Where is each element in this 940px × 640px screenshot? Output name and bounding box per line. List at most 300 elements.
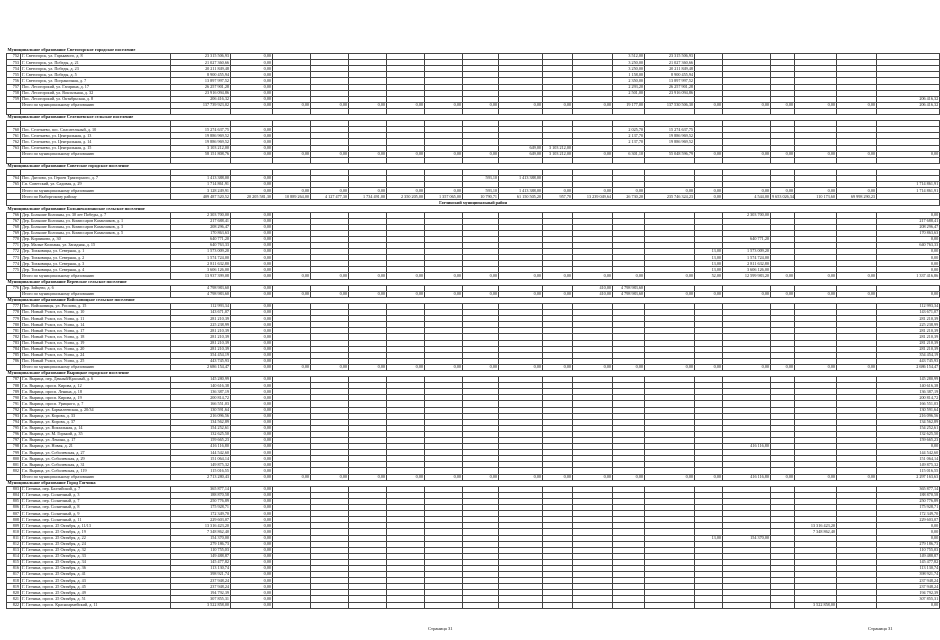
value-cell: 0,00 [543, 364, 573, 370]
value-cell: 0,00 [231, 334, 273, 340]
section-title: Муниципальное образование Вырицкое городское поселение [7, 370, 129, 376]
address-cell: Г.п. Вырица, просп. Кирова, д. 19 [21, 395, 171, 401]
address-cell: Дер. Тихковицы, ул. Северная, д. 4 [21, 267, 171, 273]
row-number: 795 [7, 425, 21, 431]
address-cell: Пос. Новый Учхоз, пл. Усова, д. 25 [21, 358, 171, 364]
value-cell: 137 739 923,02 [171, 102, 231, 108]
address-cell: Пос. Войсковицы, ул. Рослова, д. 15 [21, 303, 171, 309]
value-cell: 0,00 [877, 523, 940, 529]
value-cell: 154 252,61 [171, 425, 231, 431]
value-cell: 0,00 [231, 553, 273, 559]
value-cell: 1 413 388,00 [171, 175, 231, 181]
address-cell: Г. Гатчина, просп. 25 Октября, д. 24 [21, 541, 171, 547]
row-number: 818 [7, 578, 21, 584]
value-cell: 194 792,39 [877, 590, 940, 596]
value-cell: 1 337 416,86 [877, 273, 940, 279]
value-cell: 2 350,00 [613, 78, 645, 84]
address-cell: Г.п. Вырица, ул. Бармалеевская, д. 20/34 [21, 407, 171, 413]
row-number: 796 [7, 431, 21, 437]
row-number: 817 [7, 572, 21, 578]
value-cell: 0,00 [311, 474, 349, 480]
address-cell: Г.п. Вырица, ул. Соболевская, д. 29 [21, 456, 171, 462]
address-cell: Г.п. Вырица, пер. Дачный/Красный, д. 6 [21, 377, 171, 383]
value-cell: 0,00 [273, 364, 311, 370]
value-cell: 115 016,55 [171, 468, 231, 474]
value-cell: 0,00 [231, 78, 273, 84]
value-cell: 0,00 [273, 188, 311, 194]
row-number: 782 [7, 334, 21, 340]
value-cell: 0,00 [273, 474, 311, 480]
value-cell: 145 477,82 [171, 559, 231, 565]
row-number: 773 [7, 255, 21, 261]
value-cell: 0,00 [231, 425, 273, 431]
value-cell: 23 916 094,86 [645, 90, 695, 96]
value-cell: 0,00 [645, 291, 695, 297]
value-cell: 216 096,56 [171, 413, 231, 419]
address-cell: Дер. Тихковицы, ул. Северная, д. 3 [21, 261, 171, 267]
value-cell: 0,00 [387, 364, 425, 370]
address-cell: Г. Гатчина, пер. Балтийский, д. 7 [21, 486, 171, 492]
value-cell: 0,00 [771, 102, 795, 108]
value-cell: 149 488,87 [877, 553, 940, 559]
value-cell [645, 602, 695, 608]
row-number: 792 [7, 407, 21, 413]
value-cell: 1 158,00 [613, 72, 645, 78]
address-cell: Г. Гатчина, просп. 25 Октября, д. 32 [21, 547, 171, 553]
value-cell: 3 250,00 [613, 66, 645, 72]
address-cell: Г. Гатчина, просп. 25 Октября, д. 33 [21, 553, 171, 559]
value-cell: 0,00 [425, 188, 463, 194]
value-cell: 0,00 [543, 102, 573, 108]
value-cell: 0,00 [695, 364, 723, 370]
value-cell: 0,00 [231, 66, 273, 72]
value-cell: 0,00 [231, 322, 273, 328]
value-cell: 175 928,71 [877, 505, 940, 511]
row-number: 806 [7, 505, 21, 511]
row-number: 769 [7, 230, 21, 236]
value-cell: 225 238,99 [171, 322, 231, 328]
address-cell: Пос. Селезнево, пос. Спасательный, д. 10 [21, 127, 171, 133]
address-cell: Г. Светогорск, ул. Гарькавого, д. 8 [21, 54, 171, 60]
value-cell: 0,00 [231, 175, 273, 181]
value-cell: 10 889 264,00 [273, 194, 311, 200]
row-number: 783 [7, 340, 21, 346]
value-cell: 0,00 [573, 151, 613, 157]
value-cell: 144 542,60 [171, 450, 231, 456]
row-number: 786 [7, 358, 21, 364]
value-cell: 137 530 506,30 [645, 102, 695, 108]
address-cell: Г.п. Вырица, просп. Кирова, д. 12 [21, 383, 171, 389]
value-cell: 3 128 249,91 [171, 188, 231, 194]
district-title: Гатчинский муниципальный район [7, 200, 940, 206]
value-cell: 0,00 [231, 590, 273, 596]
value-cell: 0,00 [645, 273, 695, 279]
value-cell: 0,00 [231, 255, 273, 261]
value-cell: 0,00 [311, 151, 349, 157]
table-body [7, 48, 940, 608]
row-number: 811 [7, 535, 21, 541]
value-cell: 216 096,56 [877, 413, 940, 419]
value-cell: 149 488,87 [171, 553, 231, 559]
value-cell: 365 877,14 [877, 486, 940, 492]
value-cell: 0,00 [425, 273, 463, 279]
row-number: 765 [7, 182, 21, 188]
value-cell: 20 211 849,48 [171, 66, 231, 72]
address-cell: Г. Гатчина, пер. Солнечный, д. 8 [21, 505, 171, 511]
value-cell: 0,00 [231, 340, 273, 346]
value-cell: 0,00 [349, 364, 387, 370]
value-cell: 0,00 [231, 602, 273, 608]
value-cell: 0,00 [231, 54, 273, 60]
value-cell: 188 870,58 [171, 492, 231, 498]
value-cell: 0,00 [613, 273, 645, 279]
address-cell: Пос. Новый Учхоз, пл. Усова, д. 18 [21, 334, 171, 340]
value-cell: 0,00 [231, 236, 273, 242]
value-cell: 23 315 506,93 [171, 54, 231, 60]
row-number: 789 [7, 389, 21, 395]
value-cell: 112 993,34 [171, 303, 231, 309]
value-cell: 132 625,50 [877, 431, 940, 437]
value-cell: 110 173,60 [795, 194, 837, 200]
value-cell: 640 771,20 [723, 236, 771, 242]
value-cell: 0,00 [795, 364, 837, 370]
value-cell: 188 870,58 [877, 492, 940, 498]
value-cell: 0,00 [645, 364, 695, 370]
value-cell: 237 948,24 [171, 578, 231, 584]
value-cell: 0,00 [795, 291, 837, 297]
row-number: 816 [7, 565, 21, 571]
section-title: Муниципальное образование Большеколпанское сельское поселение [7, 205, 145, 211]
value-cell: 136 387,19 [877, 389, 940, 395]
row-number: 770 [7, 236, 21, 242]
value-cell: 3 606 126,00 [171, 267, 231, 273]
value-cell: 154 370,00 [723, 535, 771, 541]
address-cell: Г.п. Вырица, ул. Вокзальная, д. 14 [21, 425, 171, 431]
value-cell: 23 916 094,86 [171, 90, 231, 96]
value-cell: 0,00 [231, 84, 273, 90]
value-cell: 113 130,74 [877, 565, 940, 571]
address-cell: Г.п. Вырица, ул. Новая, д. 21 [21, 444, 171, 450]
row-number: 819 [7, 584, 21, 590]
value-cell: 26 257 901,28 [171, 84, 231, 90]
value-cell: 0,00 [349, 188, 387, 194]
value-cell: 0,00 [231, 96, 273, 102]
value-cell: 0,00 [231, 456, 273, 462]
value-cell: 250 776,89 [877, 498, 940, 504]
value-cell: 0,00 [463, 151, 499, 157]
value-cell: 1 734 491,00 [349, 194, 387, 200]
value-cell: 640 771,20 [171, 236, 231, 242]
value-cell: 1 573 009,20 [171, 249, 231, 255]
address-cell: Г.п. Вырица, ул. Ленина, д. 17 [21, 438, 171, 444]
value-cell: 2 025,70 [613, 127, 645, 133]
address-cell: Г. Гатчина, просп. 25 Октября, д. 45 [21, 584, 171, 590]
value-cell: 19 886 969,52 [171, 133, 231, 139]
value-cell: 416 116,80 [723, 444, 771, 450]
value-cell: 2 501,00 [613, 90, 645, 96]
section-title: Муниципальное образование Советское городское поселение [7, 163, 129, 169]
value-cell: 136 387,19 [171, 389, 231, 395]
value-cell: 0,00 [231, 182, 273, 188]
value-cell: 0,00 [463, 291, 499, 297]
value-cell: 281 210,39 [877, 316, 940, 322]
value-cell: 0,00 [877, 535, 940, 541]
value-cell: 1 714 861,91 [171, 182, 231, 188]
address-cell: Г.п. Вырица, ул. Кирова, д. 33 [21, 413, 171, 419]
value-cell: 354 454,19 [171, 352, 231, 358]
value-cell: 229 603,07 [171, 517, 231, 523]
value-cell: 0,00 [231, 541, 273, 547]
value-cell: 0,00 [231, 328, 273, 334]
value-cell: 0,00 [349, 291, 387, 297]
value-cell: 0,00 [387, 102, 425, 108]
value-cell: 69 998 290,23 [837, 194, 877, 200]
value-cell: 237 948,24 [877, 578, 940, 584]
value-cell: 0,00 [573, 188, 613, 194]
value-cell: 281 210,39 [171, 316, 231, 322]
value-cell: 0,00 [613, 364, 645, 370]
value-cell: 0,00 [231, 407, 273, 413]
value-cell: 134 562,89 [877, 419, 940, 425]
value-cell: 1 357 065,00 [425, 194, 463, 200]
value-cell: 0,00 [837, 151, 877, 157]
value-cell: 0,00 [463, 273, 499, 279]
value-cell: 593,10 [463, 188, 499, 194]
address-cell: Г. Гатчина, просп. 25 Октября, д. 34 [21, 559, 171, 565]
value-cell: 0,00 [463, 102, 499, 108]
value-cell: 0,00 [837, 474, 877, 480]
value-cell: 0,00 [273, 291, 311, 297]
address-cell: Г. Гатчина, просп. 25 Октября, д. 19 [21, 529, 171, 535]
value-cell: 26 730,20 [613, 194, 645, 200]
value-cell: 0,00 [311, 188, 349, 194]
value-cell: 0,00 [723, 291, 771, 297]
value-cell: 113 130,74 [171, 565, 231, 571]
value-cell: 957,70 [543, 194, 573, 200]
value-cell: 0,00 [499, 102, 543, 108]
row-number: 808 [7, 517, 21, 523]
value-cell: 443 745,93 [171, 358, 231, 364]
section-title: Муниципальное образование Веревское сельское поселение [7, 278, 127, 284]
row-number: 768 [7, 224, 21, 230]
row-number: 764 [7, 175, 21, 181]
row-number: 820 [7, 590, 21, 596]
page-number: Страница 31 [428, 626, 453, 631]
address-cell: Г.п. Вырица, ул. Соболевская, д. 31 [21, 462, 171, 468]
value-cell: 0,00 [231, 431, 273, 437]
value-cell: 13,00 [695, 249, 723, 255]
row-number: 759 [7, 96, 21, 102]
value-cell: 0,00 [231, 224, 273, 230]
value-cell: 112 993,34 [877, 303, 940, 309]
row-number: 805 [7, 498, 21, 504]
row-number: 821 [7, 596, 21, 602]
row-number: 753 [7, 60, 21, 66]
value-cell: 208 296,47 [171, 224, 231, 230]
value-cell: 0,00 [463, 364, 499, 370]
address-cell: Г.п. Вырица, просп. Ленина, д. 18 [21, 389, 171, 395]
row-number: 752 [7, 54, 21, 60]
row-number: 761 [7, 133, 21, 139]
value-cell: 0,00 [837, 188, 877, 194]
value-cell: 132 625,50 [171, 431, 231, 437]
value-cell: 0,00 [231, 102, 273, 108]
value-cell: 2 713 280,43 [171, 474, 231, 480]
address-cell: Пос. Новый Учхоз, пл. Усова, д. 24 [21, 352, 171, 358]
value-cell: 3 103 212,00 [543, 145, 573, 151]
row-number: 809 [7, 523, 21, 529]
value-cell: 0,00 [425, 474, 463, 480]
value-cell: 0,00 [695, 102, 723, 108]
value-cell: 0,00 [837, 273, 877, 279]
value-cell: 0,00 [543, 188, 573, 194]
value-cell: 2 686 154,47 [877, 364, 940, 370]
value-cell [695, 602, 723, 608]
row-number: 779 [7, 316, 21, 322]
value-cell: 13 897 997,52 [171, 78, 231, 84]
value-cell: 206 416,32 [877, 102, 940, 108]
value-cell: 0,00 [877, 236, 940, 242]
value-cell: 0,00 [231, 72, 273, 78]
row-number: 791 [7, 401, 21, 407]
value-cell: 237 948,24 [877, 584, 940, 590]
address-cell: Г. Гатчина, просп. 25 Октября, д. 43 [21, 578, 171, 584]
value-cell: 4 127 477,30 [311, 194, 349, 200]
value-cell: 110 755,03 [171, 547, 231, 553]
value-cell: 8 900 455,94 [645, 72, 695, 78]
address-cell: Г.п. Вырица, просп. Урицкого, д. 7 [21, 401, 171, 407]
value-cell: 0,00 [231, 529, 273, 535]
value-cell: 149 875,32 [877, 462, 940, 468]
address-cell: Дер. Большие Колпаны, ул. Комиссаров Казанчиков, д. 3 [21, 224, 171, 230]
value-cell: 52,00 [695, 273, 723, 279]
value-cell: 1 714 861,91 [877, 188, 940, 194]
value-cell: 0,00 [499, 474, 543, 480]
address-cell: Пос. Новый Учхоз, пл. Усова, д. 19 [21, 340, 171, 346]
row-number: 797 [7, 438, 21, 444]
address-cell: Итого по муниципальному образованию [21, 291, 171, 297]
address-cell: Г. Гатчина, просп. Красноармейский, д. 11 [21, 602, 171, 608]
value-cell: 0,00 [231, 444, 273, 450]
value-cell: 3 522 858,00 [171, 602, 231, 608]
value-cell: 26 257 901,28 [645, 84, 695, 90]
row-number: 780 [7, 322, 21, 328]
address-cell: Г. Гатчина, просп. 25 Октября, д. 49 [21, 590, 171, 596]
value-cell: 0,00 [499, 364, 543, 370]
address-cell: Дер. Тихковицы, ул. Северная, д. 1 [21, 249, 171, 255]
page-number-right: Страница 31 [868, 626, 893, 631]
value-cell: 0,00 [231, 401, 273, 407]
value-cell: 217 688,41 [877, 218, 940, 224]
value-cell: 140 616,38 [171, 383, 231, 389]
value-cell: 0,00 [231, 505, 273, 511]
value-cell: 0,00 [771, 364, 795, 370]
value-cell: 0,00 [231, 492, 273, 498]
value-cell: 1 574 724,00 [723, 255, 771, 261]
value-cell: 134 562,89 [171, 419, 231, 425]
row-number: 787 [7, 377, 21, 383]
address-cell: Итого по Выборгскому району [21, 194, 171, 200]
address-cell: Г.п. Вырица, ул. М. Горький, д. 35 [21, 431, 171, 437]
row-number: 793 [7, 413, 21, 419]
value-cell: 0,00 [231, 139, 273, 145]
value-cell: 3 103 212,00 [171, 145, 231, 151]
value-cell: 0,00 [231, 261, 273, 267]
row-number: 813 [7, 547, 21, 553]
value-cell: 149 875,32 [171, 462, 231, 468]
value-cell: 1 573 009,20 [723, 249, 771, 255]
value-cell: 170 863,63 [877, 230, 940, 236]
value-cell: 2 293,20 [613, 84, 645, 90]
row-number: 798 [7, 444, 21, 450]
address-cell: Г.п. Советский, ул. Садовая, д. 29 [21, 182, 171, 188]
row-number: 800 [7, 456, 21, 462]
value-cell: 0,00 [499, 273, 543, 279]
value-cell: 307 855,31 [171, 596, 231, 602]
address-cell: Г. Светогорск, ул. Пограничная, д. 7 [21, 78, 171, 84]
value-cell: 0,00 [425, 291, 463, 297]
address-cell: Дер. Зайцево, д. 6 [21, 285, 171, 291]
value-cell: 0,00 [231, 474, 273, 480]
value-cell: 172 349,70 [877, 511, 940, 517]
value-cell: 130 591,64 [171, 407, 231, 413]
value-cell: 110 755,03 [877, 547, 940, 553]
value-cell: 0,00 [231, 498, 273, 504]
value-cell: 0,00 [543, 474, 573, 480]
value-cell: 0,00 [425, 364, 463, 370]
address-cell: Г. Гатчина, просп. 25 Октября, д. 36 [21, 565, 171, 571]
value-cell: 0,00 [387, 291, 425, 297]
address-cell: Итого по муниципальному образованию [21, 151, 171, 157]
row-number: 803 [7, 486, 21, 492]
value-cell: 443 745,93 [877, 358, 940, 364]
value-cell: 281 210,39 [877, 340, 940, 346]
value-cell: 0,00 [311, 102, 349, 108]
address-cell: Г. Светогорск, ул. Победы, д. 21 [21, 60, 171, 66]
value-cell: 410,00 [573, 285, 613, 291]
value-cell: 0,00 [231, 212, 273, 218]
value-cell: 0,00 [795, 273, 837, 279]
value-cell: 151 064,14 [171, 456, 231, 462]
row-number: 757 [7, 84, 21, 90]
value-cell: 0,00 [695, 188, 723, 194]
value-cell: 0,00 [387, 188, 425, 194]
row-number: 815 [7, 559, 21, 565]
row-number: 766 [7, 212, 21, 218]
value-cell: 4 798 983,60 [171, 285, 231, 291]
value-cell: 0,00 [349, 151, 387, 157]
address-cell: Дер. Большие Колпаны, ул. Комиссаров Казанчиков, д. 1 [21, 218, 171, 224]
value-cell: 3 512,00 [613, 54, 645, 60]
value-cell: 200 814,72 [171, 395, 231, 401]
address-cell: Пос. Дятлово, ул. Героев Тракторного, д. 7 [21, 175, 171, 181]
value-cell: 640 763,33 [877, 243, 940, 249]
section-title: Муниципальное образование Войсковицкое сельское поселение [7, 297, 135, 303]
row-number: 799 [7, 450, 21, 456]
value-cell: 2 811 632,80 [171, 261, 231, 267]
address-cell: Дер. Корпиково, д. 30 [21, 236, 171, 242]
value-cell: 143 671,07 [877, 310, 940, 316]
value-cell [613, 602, 645, 608]
value-cell: 279 186,73 [877, 541, 940, 547]
value-cell: 13,00 [695, 267, 723, 273]
value-cell: 0,00 [425, 151, 463, 157]
row-number: 756 [7, 78, 21, 84]
value-cell: 23 315 506,93 [645, 54, 695, 60]
value-cell: 0,00 [877, 249, 940, 255]
value-cell: 3 522 858,00 [795, 602, 837, 608]
value-cell: 0,00 [645, 188, 695, 194]
